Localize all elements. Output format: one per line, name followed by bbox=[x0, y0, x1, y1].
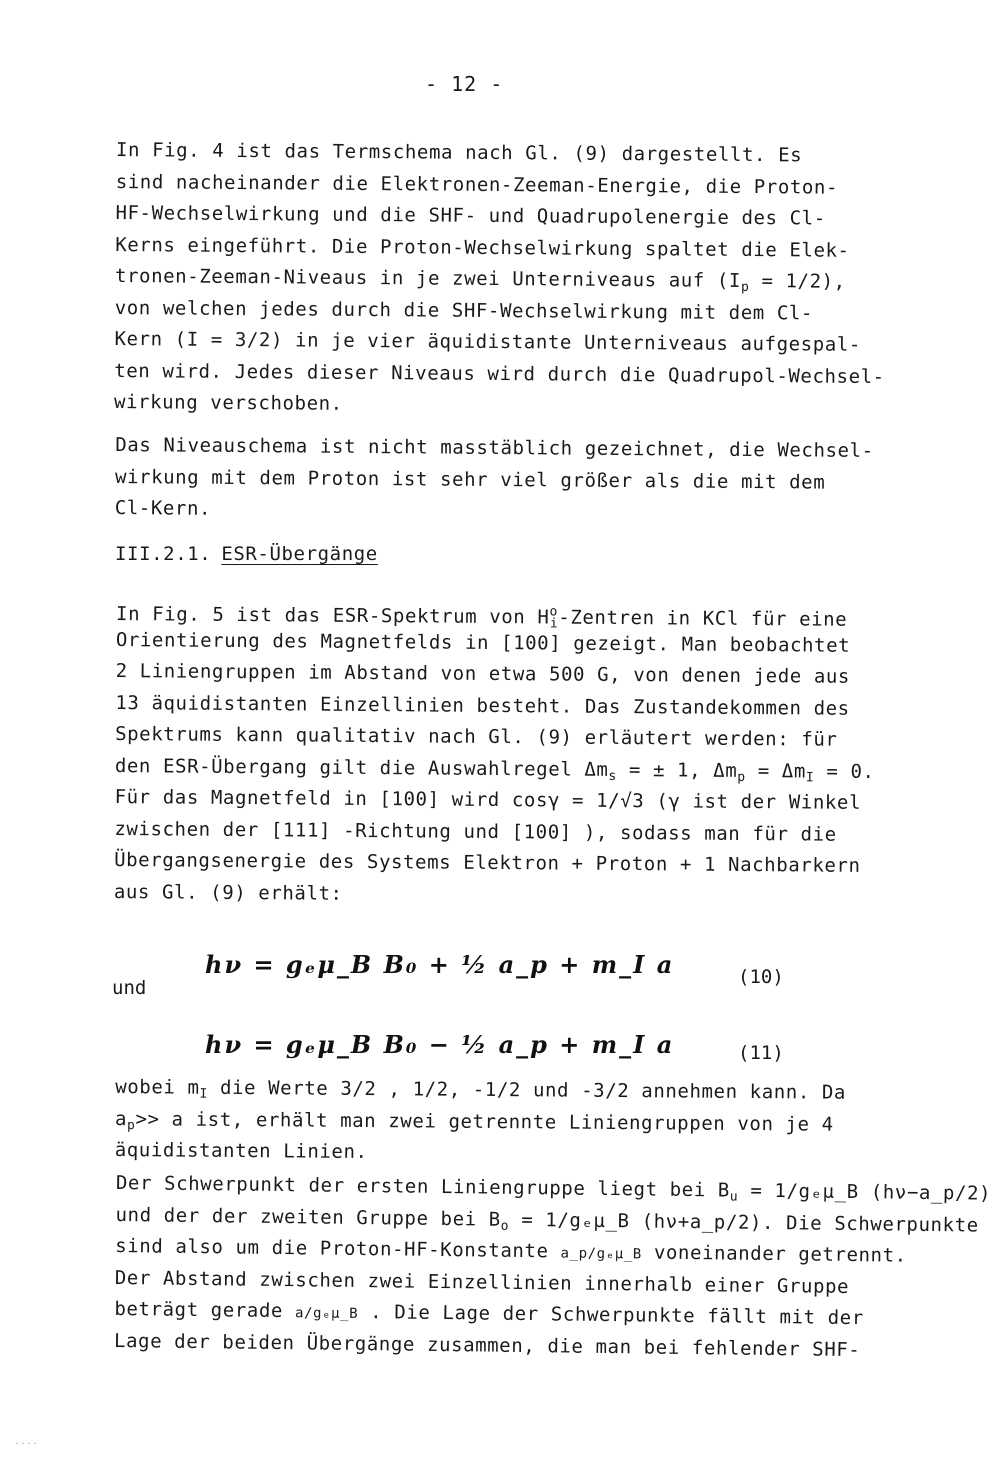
text-line: In Fig. 4 ist das Termschema nach Gl. (9) dargestellt. Es bbox=[115, 139, 803, 167]
paragraph-esr-spektrum bbox=[114, 593, 976, 915]
equation-11: hν = gₑμ_B B₀ − ½ a_p + m_I a bbox=[205, 1030, 675, 1059]
equation-10: hν = gₑμ_B B₀ + ½ a_p + m_I a bbox=[205, 950, 675, 979]
paragraph-niveauschema bbox=[115, 430, 976, 531]
text-line: Cl-Kern. bbox=[114, 496, 212, 520]
text-line: 2 Liniengruppen im Abstand von etwa 500 G, von denen jede aus bbox=[115, 660, 851, 688]
section-title: ESR-Übergänge bbox=[221, 543, 378, 565]
text-line: ten wird. Jedes dieser Niveaus wird durch die Quadrupol-Wechsel- bbox=[114, 359, 885, 388]
scan-artifact: ۰۰۰۰ bbox=[14, 1438, 39, 1449]
text-line: von welchen jedes durch die SHF-Wechselwirkung mit dem Cl- bbox=[114, 296, 814, 324]
section-heading bbox=[115, 543, 378, 565]
text-line: und der der zweiten Gruppe bei $B_o$ = 1/gₑμ_B (hν+a_p/2). Die Schwerpunkte bbox=[115, 1203, 979, 1237]
text-line: Das Niveauschema ist nicht masstäblich gezeichnet, die Wechsel- bbox=[115, 434, 874, 462]
text-line: $a_p>> a$ ist, erhält man zwei getrennte Liniengruppen von je 4 bbox=[114, 1107, 834, 1136]
equation-11-number: (11) bbox=[738, 1042, 784, 1064]
text-line: Orientierung des Magnetfelds in [100] gezeigt. Man beobachtet bbox=[115, 628, 851, 657]
text-line: Spektrums kann qualitativ nach Gl. (9) erläutert werden: für bbox=[115, 723, 838, 751]
text-line: HF-Wechselwirkung und die SHF- und Quadrupolenergie des Cl- bbox=[115, 202, 826, 230]
text-line: beträgt gerade a/gₑμ_B . Die Lage der Schwerpunkte fällt mit der bbox=[114, 1297, 864, 1330]
section-number: III.2.1. bbox=[115, 543, 212, 565]
text-line: wirkung verschoben. bbox=[113, 390, 343, 415]
text-line: wobei $m_I$ die Werte 3/2 , 1/2, -1/2 und -3/2 annehmen kann. Da bbox=[115, 1076, 847, 1104]
text-line: Kern (I = 3/2) in je vier äquidistante Unterniveaus aufgespal- bbox=[114, 327, 861, 356]
text-line: In Fig. 5 ist das ESR-Spektrum von $H^o_i$-Zentren in KCl für eine bbox=[115, 603, 848, 632]
text-line: Lage der beiden Übergänge zusammen, die man bei fehlender SHF- bbox=[113, 1329, 861, 1361]
text-line: äquidistanten Linien. bbox=[114, 1138, 368, 1163]
equation-10-number: (10) bbox=[738, 966, 784, 988]
text-line: den ESR-Übergang gilt die Auswahlregel $\Delta m_s$ = ± 1, $\Delta m_p = \Delta m_I = 0$. bbox=[114, 754, 875, 785]
text-line: Der Abstand zwischen zwei Einzellinien innerhalb einer Gruppe bbox=[114, 1266, 850, 1298]
paragraph-termschema bbox=[114, 135, 976, 425]
text-line: aus Gl. (9) erhält: bbox=[113, 880, 343, 905]
text-line: Für das Magnetfeld in [100] wird cosγ = 1/√3 (γ ist der Winkel bbox=[114, 785, 862, 814]
page-number: - 12 - bbox=[425, 72, 504, 96]
text-line: wirkung mit dem Proton ist sehr viel größer als die mit dem bbox=[114, 465, 826, 494]
text-line: Der Schwerpunkt der ersten Liniengruppe liegt bei $B_u$ = 1/gₑμ_B (hν−a_p/2) bbox=[115, 1172, 992, 1205]
text-line: sind also um die Proton-HF-Konstante a_p/gₑμ_B voneinander getrennt. bbox=[115, 1235, 907, 1267]
text-line: zwischen der [111] -Richtung und [100] ), sodass man für die bbox=[114, 817, 837, 846]
paragraph-schwerpunkt bbox=[113, 1168, 992, 1367]
text-line: 13 äquidistanten Einzellinien besteht. Das Zustandekommen des bbox=[115, 691, 850, 720]
text-line: tronen-Zeeman-Niveaus in je zwei Unterniveaus auf $(I_p = 1/2)$, bbox=[114, 265, 846, 295]
paragraph-werte bbox=[115, 1072, 976, 1173]
text-line: sind nacheinander die Elektronen-Zeeman-Energie, die Proton- bbox=[115, 170, 839, 199]
text-line: Übergangsenergie des Systems Elektron + Proton + 1 Nachbarkern bbox=[114, 848, 861, 877]
equation-conjunction: und bbox=[112, 977, 147, 999]
text-line: Kerns eingeführt. Die Proton-Wechselwirkung spaltet die Elek- bbox=[115, 233, 850, 262]
